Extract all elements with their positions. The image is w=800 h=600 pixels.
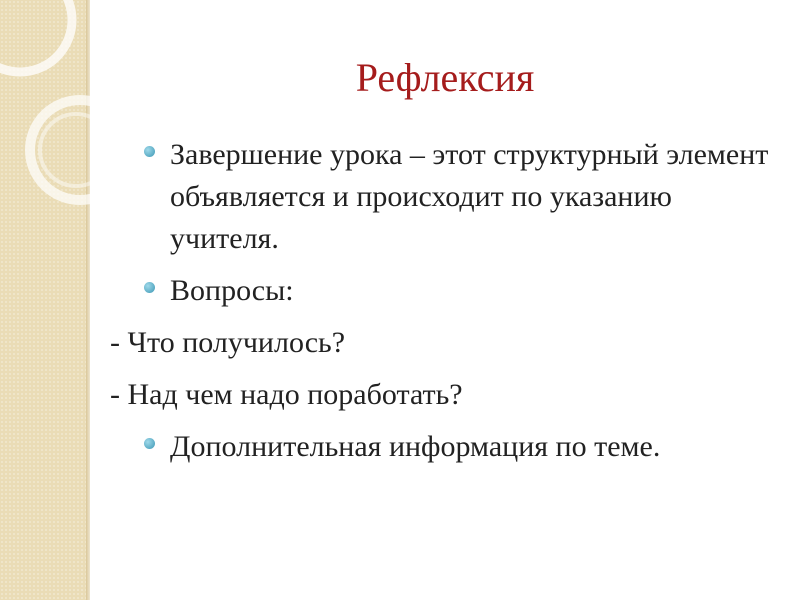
bullet-dot-icon <box>144 438 155 449</box>
list-item <box>110 374 780 416</box>
list-item-text: Завершение урока – этот структурный элемент объявляется и происходит по указанию учителя. <box>170 138 769 255</box>
list-item <box>140 134 780 260</box>
list-item-text: - Над чем надо поработать? <box>110 378 463 411</box>
list-item <box>140 270 780 312</box>
bullet-dot-icon <box>144 282 155 293</box>
list-item-text: Вопросы: <box>170 274 294 307</box>
slide-content <box>110 134 780 468</box>
list-item <box>110 322 780 364</box>
list-item <box>140 426 780 468</box>
ring-decoration-icon <box>0 0 90 210</box>
bullet-dot-icon <box>144 146 155 157</box>
list-item-text: Дополнительная информация по теме. <box>170 430 661 463</box>
list-item-text: - Что получилось? <box>110 326 346 359</box>
slide-title: Рефлексия <box>355 55 535 100</box>
